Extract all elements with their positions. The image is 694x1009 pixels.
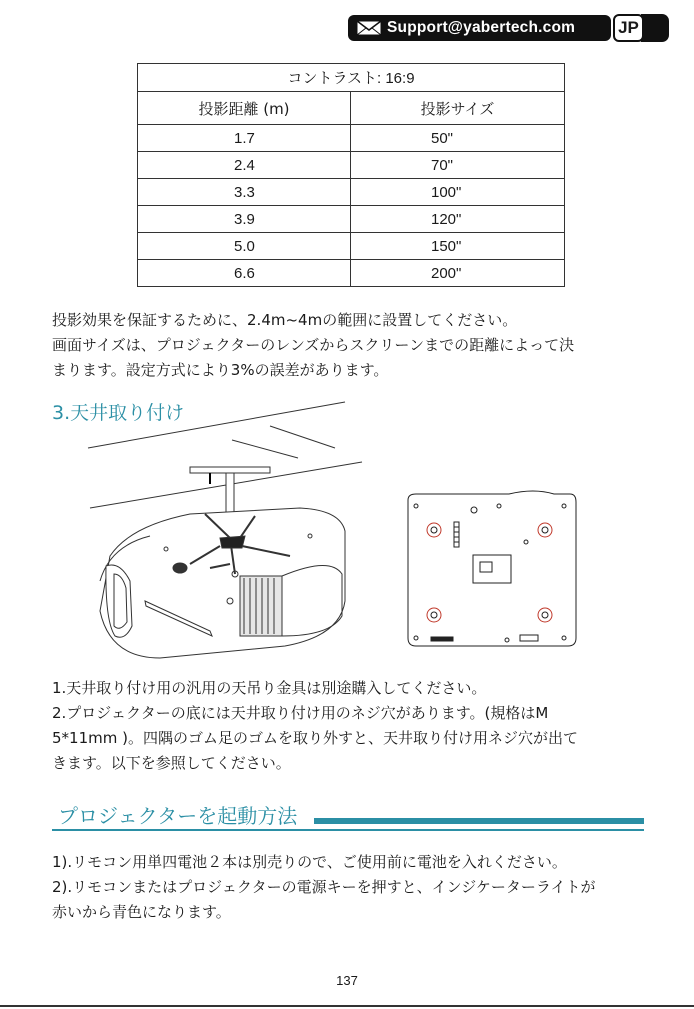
instruction-line: 2.プロジェクターの底には天井取り付け用のネジ穴があります。(規格はM	[52, 704, 549, 722]
table-row	[138, 260, 565, 287]
size-cell: 150"	[351, 233, 565, 260]
instruction-line: 5*11mm )。四隅のゴム足のゴムを取り外すと、天井取り付け用ネジ穴が出て	[52, 729, 578, 747]
support-email-badge	[348, 15, 611, 41]
size-cell: 70"	[351, 152, 565, 179]
intro-line: 画面サイズは、プロジェクターのレンズからスクリーンまでの距離によって決	[52, 336, 575, 354]
size-cell: 200"	[351, 260, 565, 287]
intro-line: まります。設定方式により3%の誤差があります。	[52, 361, 389, 379]
ceiling-mount-heading: 3.天井取り付け	[52, 402, 185, 424]
distance-cell: 2.4	[138, 152, 351, 179]
table-row	[138, 125, 565, 152]
column-header-distance: 投影距離 (m)	[138, 92, 351, 125]
ceiling-mount-illustration	[70, 396, 370, 676]
distance-cell: 3.3	[138, 179, 351, 206]
heading-underline	[52, 829, 644, 831]
intro-paragraph	[52, 308, 652, 383]
size-cell: 100"	[351, 179, 565, 206]
instruction-line: 2).リモコンまたはプロジェクターの電源キーを押すと、インジケーターライトが	[52, 878, 596, 896]
distance-cell: 1.7	[138, 125, 351, 152]
column-header-size: 投影サイズ	[351, 92, 565, 125]
startup-heading: プロジェクターを起動方法	[58, 804, 298, 828]
size-cell: 120"	[351, 206, 565, 233]
bottom-rule	[0, 1005, 694, 1007]
size-cell: 50"	[351, 125, 565, 152]
table-row	[138, 152, 565, 179]
projector-bottom-illustration	[404, 490, 579, 650]
distance-cell: 3.9	[138, 206, 351, 233]
language-badge: JP	[613, 14, 644, 42]
page-number: 137	[336, 973, 358, 988]
language-tab	[641, 14, 669, 42]
mail-icon	[356, 20, 382, 36]
instruction-line: 赤いから青色になります。	[52, 903, 231, 921]
intro-line: 投影効果を保証するために、2.4m~4mの範囲に設置してください。	[52, 311, 518, 329]
projection-size-table	[137, 63, 565, 287]
table-row	[138, 179, 565, 206]
table-row	[138, 206, 565, 233]
instruction-line: きます。以下を参照してください。	[52, 754, 291, 772]
table-row	[138, 233, 565, 260]
table-title: コントラスト: 16:9	[138, 64, 565, 92]
ceiling-instructions	[52, 676, 652, 776]
support-email: Support@yabertech.com	[387, 19, 576, 36]
instruction-line: 1).リモコン用単四電池２本は別売りので、ご使用前に電池を入れください。	[52, 853, 567, 871]
heading-accent-bar	[314, 818, 644, 824]
distance-cell: 5.0	[138, 233, 351, 260]
instruction-line: 1.天井取り付け用の汎用の天吊り金具は別途購入してください。	[52, 679, 487, 697]
startup-instructions	[52, 850, 652, 925]
distance-cell: 6.6	[138, 260, 351, 287]
